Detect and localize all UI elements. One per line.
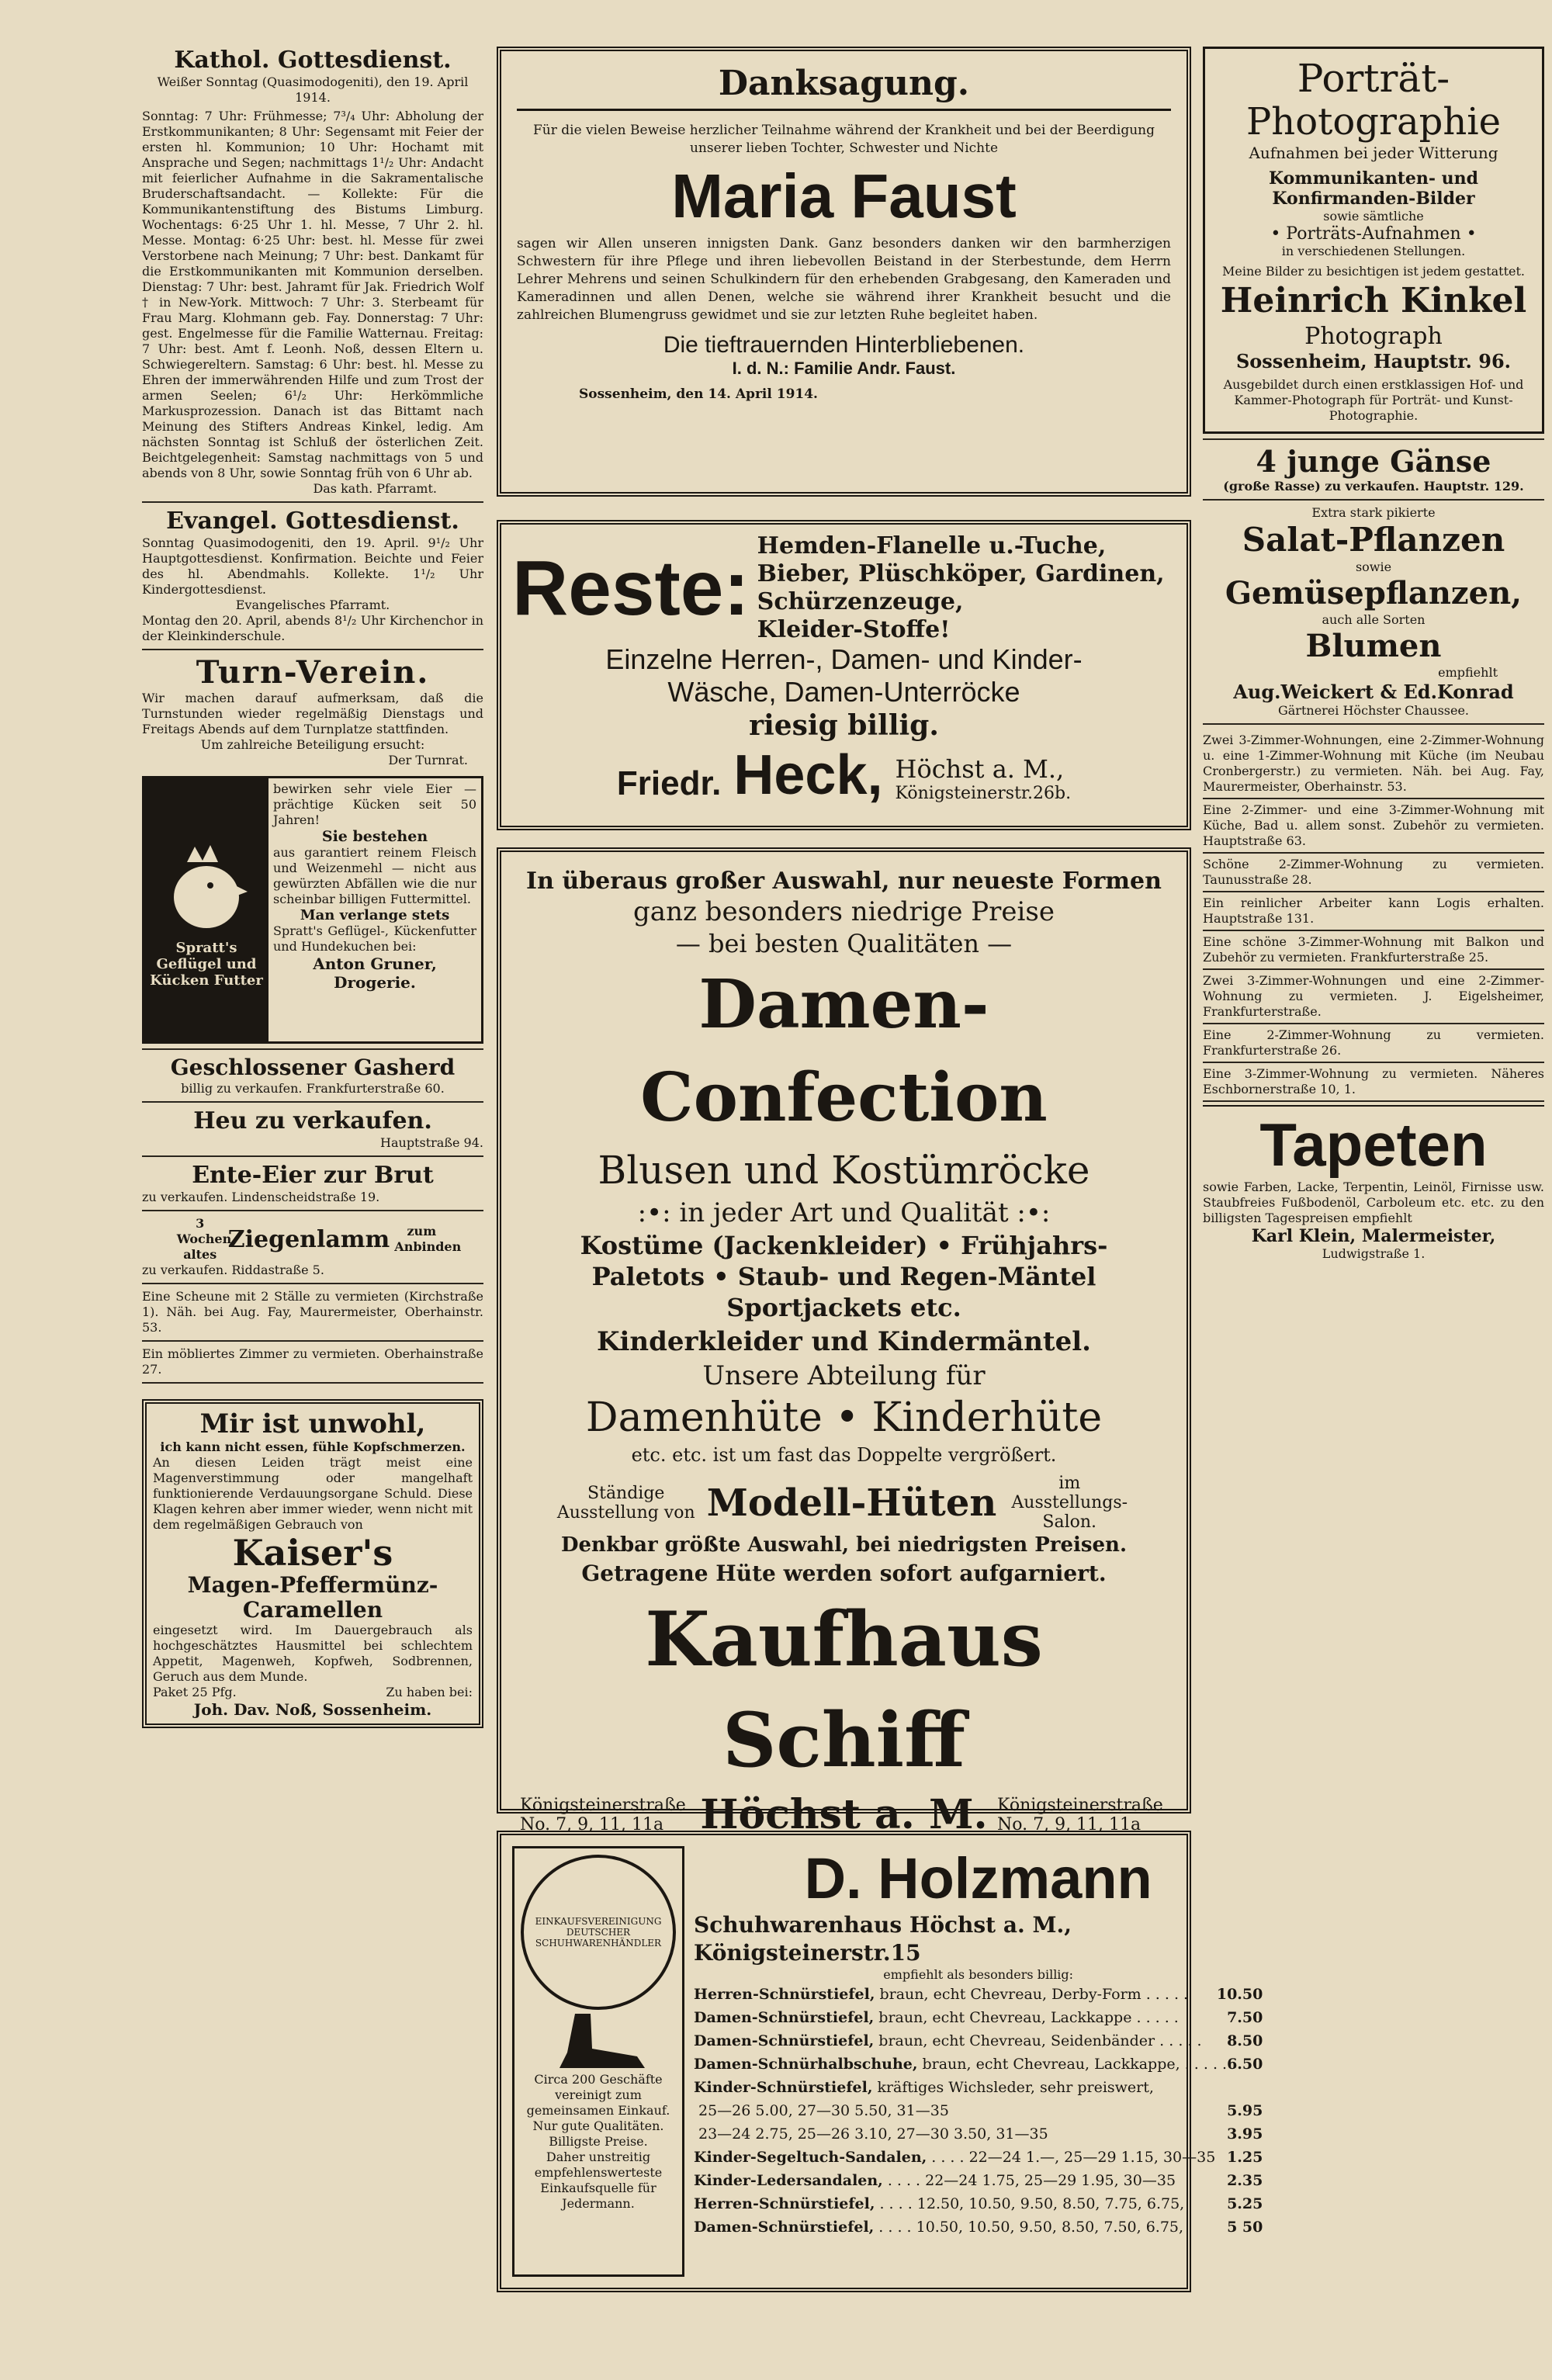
portrait-sub: Aufnahmen bei jeder Witterung: [1249, 144, 1498, 162]
reste-line2: Einzelne Herren-, Damen- und Kinder-: [605, 643, 1083, 675]
holzmann-empfiehlt: empfiehlt als besonders billig:: [883, 1967, 1074, 1982]
kaiser-price: Paket 25 Pfg.: [153, 1685, 237, 1699]
salat-empfiehlt: empfiehlt: [1438, 665, 1498, 680]
price-item-value: 8.50: [1227, 2032, 1263, 2049]
reste-line4: riesig billig.: [749, 709, 939, 742]
column-left: [142, 47, 483, 1728]
price-item-value: 3.95: [1227, 2125, 1263, 2143]
wohnung-item: Zwei 3-Zimmer-Wohnungen, eine 2-Zimmer-Wohnung u. eine 1-Zimmer-Wohnung mit Küche (im Neubau Cronbergerstr.) zu vermieten. Näh. bei Aug. Fay, Maurermeister, Oberhainstr. 53.: [1203, 729, 1544, 799]
schiff-kinder: Kinderkleider und Kindermäntel.: [596, 1326, 1092, 1357]
schiff-head: In überaus großer Auswahl, nur neueste Formen: [526, 868, 1162, 895]
ziegen-pre: 3 Wochen altes: [176, 1216, 232, 1262]
portrait-sowie: sowie sämtliche: [1323, 209, 1424, 223]
schiff-quality: — bei besten Qualitäten —: [675, 929, 1013, 958]
ente-title: Ente-Eier zur Brut: [192, 1162, 434, 1189]
ziegen-header: [142, 1216, 483, 1263]
dank-name: Maria Faust: [671, 161, 1017, 230]
turn-text: Wir machen darauf aufmerksam, daß die Turnstunden wieder regelmäßig Dienstags und Freitags Abends auf dem Turnplatze stattfinden.: [142, 691, 483, 736]
holzmann-quality: Nur gute Qualitäten. Billigste Preise.: [532, 2118, 664, 2149]
schiff-salon: im Ausstellungs-Salon.: [1011, 1474, 1128, 1532]
gas-title: Geschlossener Gasherd: [170, 1055, 456, 1080]
divider: [142, 501, 483, 503]
spratt-logo-text: Spratt's Geflügel und Kücken Futter: [150, 940, 263, 989]
spratt-text2: aus garantiert reinem Fleisch und Weizenmehl — nicht aus gewürzten Abfällen wie die nur scheinbar billigen Futtermittel.: [273, 845, 476, 906]
price-item-name: Damen-Schnürhalbschuhe,: [694, 2056, 918, 2073]
kaiser-head: Mir ist unwohl,: [199, 1408, 426, 1439]
portrait-ausgebildet: Ausgebildet durch einen erstklassigen Hof- und Kammer-Photograph für Porträt- und Kunst-Photographie.: [1223, 377, 1524, 423]
kath-text: Sonntag: 7 Uhr: Frühmesse; 7³/₄ Uhr: Abholung der Erstkommunikanten; 8 Uhr: Segensamt mit Feier der ersten hl. Kommunion; 10 Uhr: Hochamt mit Ansprache und Segen; nachmittags 1¹/₂ Uhr: Andacht mit feierlicher Aufnahme in die Sakramentalische Bruderschaftsandacht. — Kollekte: Für die Kommunikantenstiftung des Bistums Limburg. Wochentags: 6·25 Uhr 1. hl. Messe, 7 Uhr 2. hl. Messe. Montag: 6·25 Uhr: best. hl. Messe für zwei Verstorbene nach Meinung; 7 Uhr: best. Dankamt für die Erstkommunikanten mit Kommunion derselben. Dienstag: 7 Uhr: best. Jahramt für Jak. Friedrich Wolf † in New-York. Mittwoch: 7 Uhr: 3. Sterbeamt für Frau Marg. Klohmann geb. Fay. Donnerstag: 7 Uhr: gest. Engelmesse für die Familie Watternau. Freitag: 7 Uhr: best. Amt f. Leonh. Noß, dessen Eltern u. Schwiegereltern. Samstag: 6 Uhr: best. hl. Messe zu Ehren der immerwährenden Hilfe und zum Trost der armen Seelen; 6¹/₂ Uhr: Herkömmliche Markusprozession. Danach ist das Bittamt nach Meinung des Stifters Andreas Kinkel, ledig. Am nächsten Sonntag ist Schluß der österlichen Zeit. Beichtgelegenheit: Samstag nachmittags von 5 und abends von 8 Uhr, sowie Sonntag früh von 6 Uhr ab.: [142, 109, 483, 480]
divider: [142, 1210, 483, 1211]
price-row: [694, 2215, 1263, 2239]
turn-title: Turn-Verein.: [196, 654, 430, 691]
wohnung-item: Eine 3-Zimmer-Wohnung zu vermieten. Näheres Eschbornerstraße 10, 1.: [1203, 1063, 1544, 1102]
turn-signature: Der Turnrat.: [388, 753, 468, 767]
heu-title: Heu zu verkaufen.: [193, 1107, 432, 1135]
gas-text: billig zu verkaufen. Frankfurterstraße 60.: [181, 1081, 445, 1096]
divider: [142, 649, 483, 650]
divider: [142, 1340, 483, 1342]
kaiser-avail: Zu haben bei:: [386, 1685, 473, 1699]
price-item-desc: . . . . 22—24 1.75, 25—29 1.95, 30—35: [887, 2172, 1176, 2189]
price-item-value: 1.25: [1227, 2149, 1263, 2166]
divider: [142, 1382, 483, 1384]
portrait-name: Heinrich Kinkel: [1220, 281, 1527, 320]
holzmann-circa: Circa 200 Geschäfte vereinigt zum gemeinsamen Einkauf.: [526, 2072, 670, 2118]
heck-first: Friedr.: [616, 764, 722, 802]
schiff-kostueme: Kostüme (Jackenkleider) • Frühjahrs-: [580, 1231, 1108, 1260]
ziegen-text: zu verkaufen. Riddastraße 5.: [142, 1263, 324, 1277]
price-item-name: Damen-Schnürstiefel,: [694, 2009, 875, 2026]
column-middle: [497, 47, 1263, 2292]
heck-place: Höchst a. M.,: [895, 754, 1065, 784]
wohnung-item: Eine 2-Zimmer-Wohnung zu vermieten. Frankfurterstraße 26.: [1203, 1024, 1544, 1063]
price-item-desc: kräftiges Wichsleder, sehr preiswert,: [877, 2079, 1154, 2096]
heck-address: Königsteinerstr.26b.: [895, 784, 1072, 803]
spratt-head: Sie bestehen: [321, 828, 428, 845]
price-row: [694, 2006, 1263, 2029]
zimmer-text: Ein möbliertes Zimmer zu vermieten. Oberhainstraße 27.: [142, 1346, 483, 1377]
divider: [142, 1155, 483, 1157]
ziegen-title: Ziegenlamm: [227, 1225, 390, 1253]
divider: [142, 1048, 483, 1050]
schiff-ausstellung: Ständige Ausstellung von: [556, 1483, 695, 1523]
boot-icon: [544, 2010, 653, 2072]
holzmann-seal: [521, 1855, 676, 2010]
holzmann-main: [694, 1846, 1263, 2277]
rooster-icon: [164, 831, 249, 940]
portrait-besichtigen: Meine Bilder zu besichtigen ist jedem gestattet.: [1221, 264, 1525, 279]
spratt-seller: Anton Gruner, Drogerie.: [313, 954, 437, 992]
price-item-value: 6.50: [1227, 2056, 1263, 2073]
kaiser-ad: [142, 1399, 483, 1728]
heck-footer: [512, 744, 1176, 806]
price-row: [694, 2076, 1263, 2099]
kaiser-price-row: [153, 1685, 473, 1700]
column-right: [1203, 47, 1544, 1262]
divider: [1203, 499, 1544, 501]
salat-title: Salat-Pflanzen: [1242, 521, 1505, 559]
kath-subtitle: Weißer Sonntag (Quasimodogeniti), den 19. April 1914.: [157, 74, 469, 105]
heck-name: Heck,: [733, 744, 883, 806]
portrait-bilder: Kommunikanten- und Konfirmanden-Bilder: [1268, 168, 1479, 209]
holzmann-price-list: [694, 1983, 1263, 2239]
schiff-paletots: Paletots • Staub- und Regen-Mäntel: [591, 1262, 1096, 1291]
reste-line3: Wäsche, Damen-Unterröcke: [667, 676, 1020, 708]
price-item-desc: braun, echt Chevreau, Derby-Form . . . . .: [879, 1986, 1189, 2003]
divider: [142, 1101, 483, 1103]
price-item-value: 5 50: [1227, 2219, 1263, 2236]
spratt-logo: [144, 778, 268, 1041]
holzmann-seal-box: [512, 1846, 684, 2277]
schiff-city: Höchst a. M.: [700, 1791, 988, 1838]
reste-title: Reste:: [512, 544, 750, 632]
reste-items-box: [750, 532, 1176, 643]
spratt-ad: [142, 776, 483, 1044]
price-row: [694, 2122, 1263, 2146]
ente-text: zu verkaufen. Lindenscheidstraße 19.: [142, 1190, 380, 1204]
kath-title: Kathol. Gottesdienst.: [174, 47, 452, 74]
portrait-aufnahmen: • Porträts-Aufnahmen •: [1270, 224, 1477, 244]
schiff-ad: [497, 847, 1191, 1838]
salat-gemuese: Gemüsepflanzen,: [1225, 575, 1523, 611]
kath-signature: Das kath. Pfarramt.: [313, 481, 437, 496]
evang-extra: Montag den 20. April, abends 8¹/₂ Uhr Kirchenchor in der Kleinkinderschule.: [142, 613, 483, 643]
price-row: [694, 2029, 1263, 2053]
holzmann-daher: Daher unstreitig empfehlenswerteste Einkaufsquelle für Jedermann.: [534, 2150, 663, 2211]
reste-kleider: Kleider-Stoffe!: [757, 616, 951, 643]
schiff-price: ganz besonders niedrige Preise: [633, 896, 1055, 927]
schiff-doppelt: etc. etc. ist um fast das Doppelte vergrößert.: [631, 1444, 1057, 1466]
price-item-desc: 23—24 2.75, 25—26 3.10, 27—30 3.50, 31—35: [698, 2125, 1048, 2143]
tapeten-text: sowie Farben, Lacke, Terpentin, Leinöl, Firnisse usw. Staubfreies Fußbodenöl, Carboleum etc. etc. zu den billigsten Tagespreisen empfiehlt: [1203, 1180, 1544, 1225]
salat-blumen: Blumen: [1305, 628, 1442, 664]
evang-title: Evangel. Gottesdienst.: [166, 508, 459, 535]
turn-note: Um zahlreiche Beteiligung ersucht:: [200, 737, 425, 752]
divider: [1203, 723, 1544, 725]
holzmann-seal-text: EINKAUFSVEREINIGUNG DEUTSCHER SCHUHWARENHÄNDLER: [535, 1916, 662, 1949]
schiff-denkbar: Denkbar größte Auswahl, bei niedrigsten Preisen.: [560, 1533, 1128, 1557]
schiff-name: Kaufhaus Schiff: [645, 1595, 1043, 1784]
price-item-desc: . . . . 22—24 1.—, 25—29 1.15, 30—35: [931, 2149, 1216, 2166]
spratt-request: Man verlange stets: [300, 907, 450, 923]
dank-signature: Die tieftrauernden Hinterbliebenen.: [663, 332, 1025, 358]
salat-sowie: sowie: [1355, 559, 1392, 574]
spratt-text3: Spratt's Geflügel-, Kückenfutter und Hundekuchen bei:: [273, 923, 476, 954]
evang-signature: Evangelisches Pfarramt.: [235, 598, 390, 612]
price-item-desc: 25—26 5.00, 27—30 5.50, 31—35: [698, 2102, 949, 2119]
dank-text: sagen wir Allen unseren innigsten Dank. Ganz besonders danken wir den barmherzigen Schwestern für ihre Pflege und ihren liebevollen Beistand in der Sterbestunde, dem Herrn Lehrer Mehrens und seinen Schulkindern für den erhebenden Grabgesang, den Kameraden und Kameradinnen und allen Denen, welche sie während ihrer Krankheit besucht und die zahlreichen Blumengruss gewidmet und sie zur letzten Ruhe begleitet haben.: [517, 236, 1171, 323]
schiff-blusen: Blusen und Kostümröcke: [598, 1148, 1090, 1193]
schiff-modell: Modell-Hüten: [706, 1481, 997, 1525]
divider: [142, 1283, 483, 1284]
price-row: [694, 1983, 1263, 2006]
heck-ad: [497, 520, 1191, 830]
schiff-huete: Damenhüte • Kinderhüte: [585, 1394, 1103, 1441]
salat-sorten: auch alle Sorten: [1322, 612, 1426, 627]
kaiser-text2: eingesetzt wird. Im Dauergebrauch als hochgeschätztes Hausmittel bei schlechtem Appetit, Magenweh, Kopfweh, Sodbrennen, Geruch aus dem Munde.: [153, 1623, 473, 1684]
gans-text: (große Rasse) zu verkaufen. Hauptstr. 129.: [1223, 479, 1524, 494]
price-row: [694, 2146, 1263, 2169]
heu-address: Hauptstraße 94.: [380, 1135, 483, 1150]
schiff-getragene: Getragene Hüte werden sofort aufgarniert.: [581, 1561, 1107, 1586]
ziegen-post: zum Anbinden: [394, 1224, 462, 1254]
tapeten-ad: [1203, 1105, 1544, 1262]
price-item-name: Herren-Schnürstiefel,: [694, 2195, 875, 2212]
holzmann-name: D. Holzmann: [804, 1846, 1152, 1911]
wohnung-item: Schöne 2-Zimmer-Wohnung zu vermieten. Taunusstraße 28.: [1203, 854, 1544, 892]
dank-title: Danksagung.: [517, 62, 1171, 111]
dank-family: I. d. N.: Familie Andr. Faust.: [732, 359, 956, 378]
price-item-desc: braun, echt Chevreau, Seidenbänder . . . . .: [878, 2032, 1202, 2049]
scheune-text: Eine Scheune mit 2 Ställe zu vermieten (Kirchstraße 1). Näh. bei Aug. Fay, Maurermeister, Oberhainstr. 53.: [142, 1289, 483, 1335]
price-row: [694, 2053, 1263, 2076]
tapeten-address: Ludwigstraße 1.: [1322, 1246, 1426, 1261]
price-row: [694, 2169, 1263, 2192]
price-item-value: 7.50: [1227, 2009, 1263, 2026]
price-item-name: Damen-Schnürstiefel,: [694, 2219, 875, 2236]
price-item-value: 5.95: [1227, 2102, 1263, 2119]
wohnung-item: Eine 2-Zimmer- und eine 3-Zimmer-Wohnung mit Küche, Bad u. allem sonst. Zubehör zu vermieten. Hauptstraße 63.: [1203, 799, 1544, 854]
wohnung-item: Eine schöne 3-Zimmer-Wohnung mit Balkon und Zubehör zu vermieten. Frankfurterstraße 25.: [1203, 931, 1544, 970]
divider: [1203, 438, 1544, 440]
dank-ad: [497, 47, 1191, 497]
price-row: [694, 2099, 1263, 2122]
price-item-value: 2.35: [1227, 2172, 1263, 2189]
price-item-name: Herren-Schnürstiefel,: [694, 1986, 875, 2003]
price-item-desc: . . . . 10.50, 10.50, 9.50, 8.50, 7.50, 6.75,: [878, 2219, 1184, 2236]
portrait-profession: Photograph: [1304, 323, 1443, 350]
dank-intro: Für die vielen Beweise herzlicher Teilnahme während der Krankheit und bei der Beerdigung unserer lieben Tochter, Schwester und Nichte: [533, 123, 1155, 156]
price-item-name: Kinder-Segeltuch-Sandalen,: [694, 2149, 927, 2166]
schiff-address-left: Königsteinerstraße No. 7, 9, 11, 11a: [520, 1795, 686, 1834]
price-item-desc: . . . . 12.50, 10.50, 9.50, 8.50, 7.75, 6.75,: [879, 2195, 1185, 2212]
wohnung-list: [1203, 729, 1544, 1102]
kaiser-brand: Kaiser's: [232, 1532, 393, 1574]
salat-firm-sub: Gärtnerei Höchster Chaussee.: [1277, 703, 1470, 718]
price-row: [694, 2192, 1263, 2215]
portrait-ad: [1203, 47, 1544, 434]
holzmann-ad: [497, 1831, 1263, 2292]
schiff-address-row: [520, 1791, 1168, 1838]
schiff-address-right: Königsteinerstraße No. 7, 9, 11, 11a: [997, 1795, 1163, 1834]
price-item-desc: braun, echt Chevreau, Lackkappe, . . . . .: [922, 2056, 1228, 2073]
holzmann-sub: Schuhwarenhaus Höchst a. M., Königsteinerstr.15: [694, 1912, 1072, 1966]
kaiser-text: An diesen Leiden trägt meist eine Magenverstimmung oder mangelhaft funktionierende Verdauungsorgane Schuld. Diese Klagen kehren aber immer wieder, wenn nicht mit dem regelmäßigen Gebrauch von: [153, 1455, 473, 1532]
price-item-value: 10.50: [1216, 1986, 1263, 2003]
portrait-title1: Porträt-: [1297, 56, 1450, 101]
tapeten-title: Tapeten: [1259, 1110, 1488, 1179]
tapeten-name: Karl Klein, Malermeister,: [1251, 1226, 1496, 1246]
price-item-name: Kinder-Schnürstiefel,: [694, 2079, 873, 2096]
portrait-stellungen: in verschiedenen Stellungen.: [1281, 244, 1466, 258]
evang-text: Sonntag Quasimodogeniti, den 19. April. 9¹/₂ Uhr Hauptgottesdienst. Konfirmation. Beichte und Feier des hl. Abendmahls. Kollekte. 1¹/₂ Uhr Kindergottesdienst.: [142, 535, 483, 597]
dank-place: Sossenheim, den 14. April 1914.: [579, 386, 818, 402]
price-item-name: Kinder-Ledersandalen,: [694, 2172, 883, 2189]
heck-place-box: [896, 754, 1072, 803]
portrait-address: Sossenheim, Hauptstr. 96.: [1235, 350, 1512, 372]
kaiser-sub: ich kann nicht essen, fühle Kopfschmerzen.: [160, 1439, 466, 1454]
reste-row: [512, 532, 1176, 643]
schiff-modell-row: [520, 1474, 1168, 1532]
price-item-desc: braun, echt Chevreau, Lackkappe . . . . .: [878, 2009, 1179, 2026]
kaiser-product: Magen-Pfeffermünz-Caramellen: [187, 1572, 438, 1623]
salat-firm: Aug.Weickert & Ed.Konrad: [1233, 681, 1514, 703]
gans-title: 4 junge Gänse: [1256, 444, 1491, 479]
wohnung-item: Zwei 3-Zimmer-Wohnungen und eine 2-Zimmer-Wohnung zu vermieten. J. Eigelsheimer, Frankfurterstraße.: [1203, 970, 1544, 1024]
schiff-main: Damen-Confection: [640, 965, 1048, 1137]
kaiser-seller: Joh. Dav. Noß, Sossenheim.: [193, 1700, 432, 1719]
schiff-abteilung: Unsere Abteilung für: [702, 1360, 986, 1391]
portrait-title2: Photographie: [1246, 100, 1501, 144]
schiff-art: :•: in jeder Art und Qualität :•:: [637, 1197, 1051, 1228]
schiff-sport: Sportjackets etc.: [726, 1293, 961, 1322]
reste-items: Hemden-Flanelle u.-Tuche, Bieber, Plüschköper, Gardinen, Schürzenzeuge,: [757, 532, 1165, 615]
price-item-name: Damen-Schnürstiefel,: [694, 2032, 875, 2049]
spratt-text1: bewirken sehr viele Eier — prächtige Kücken seit 50 Jahren!: [273, 781, 476, 827]
price-item-value: 5.25: [1227, 2195, 1263, 2212]
spratt-body: [268, 778, 481, 1041]
wohnung-item: Ein reinlicher Arbeiter kann Logis erhalten. Hauptstraße 131.: [1203, 892, 1544, 931]
salat-pre: Extra stark pikierte: [1311, 505, 1436, 520]
